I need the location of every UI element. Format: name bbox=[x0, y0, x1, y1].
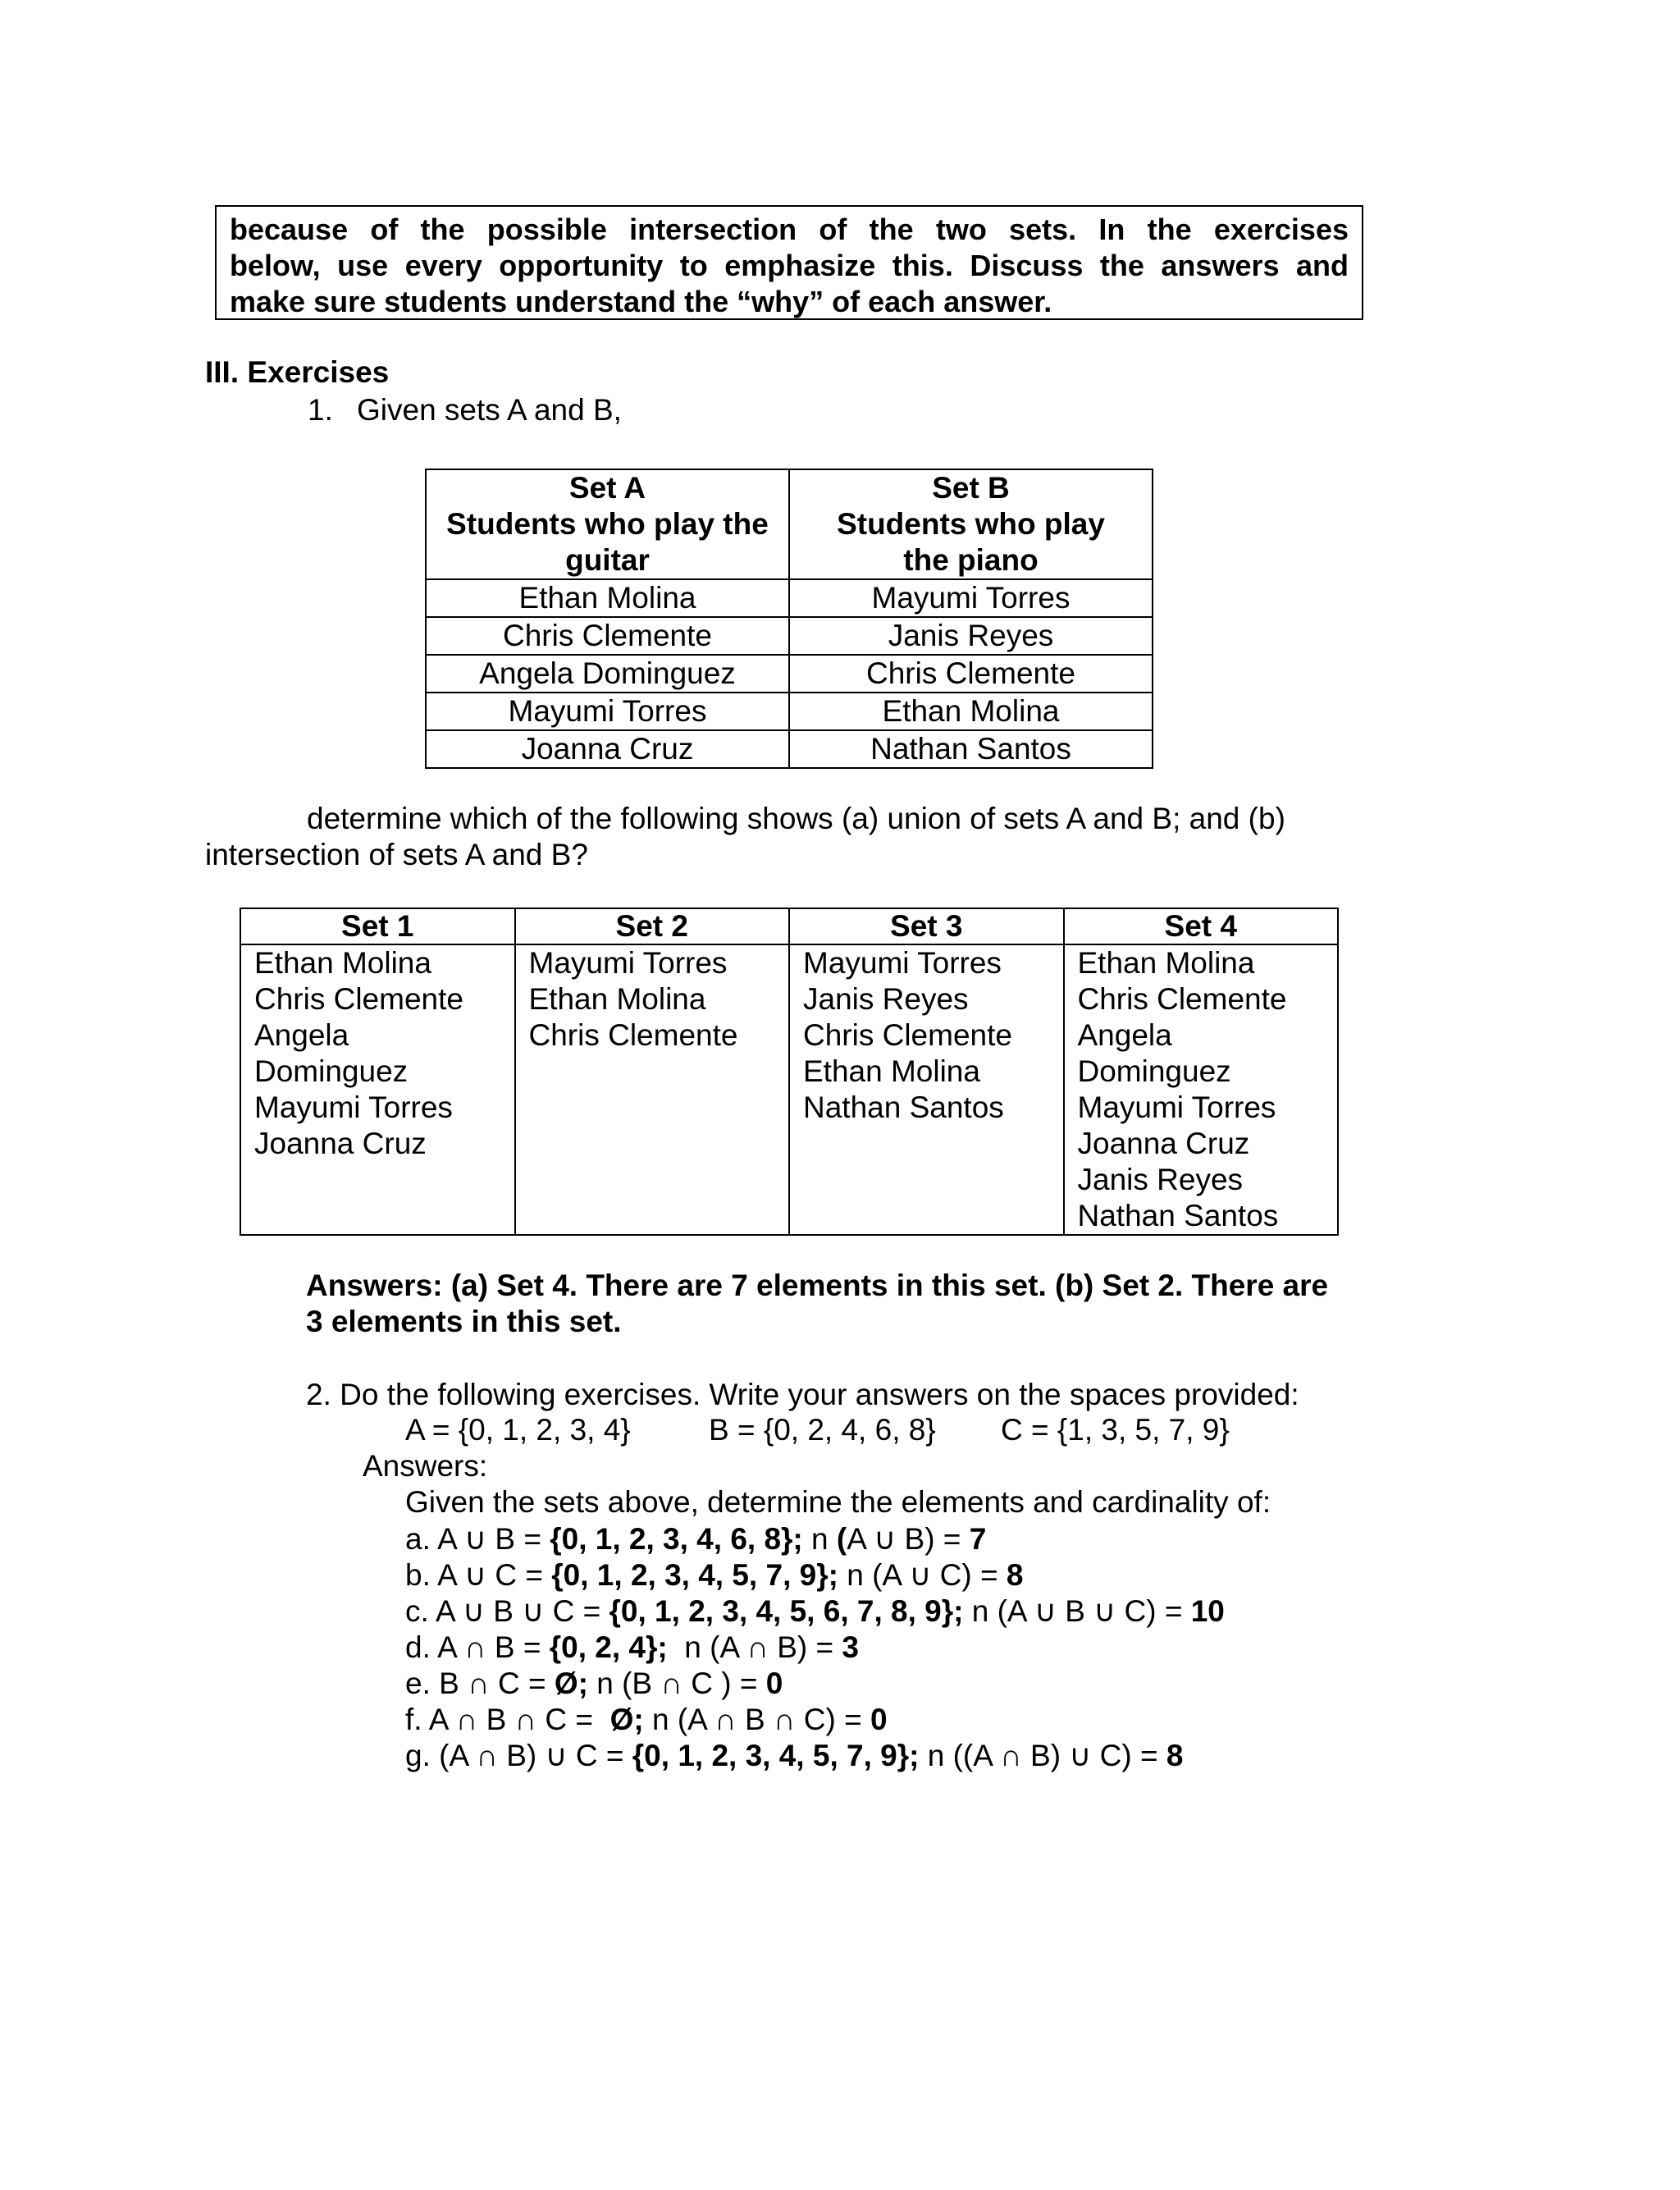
question-line: intersection of sets A and B? bbox=[205, 838, 588, 871]
set-4-header: Set 4 bbox=[1064, 908, 1339, 944]
exercise-number: 1. bbox=[308, 393, 333, 427]
answer-cardinality: 3 bbox=[842, 1630, 859, 1664]
list-item: Chris Clemente bbox=[528, 1018, 738, 1052]
answer-expression: f. A ∩ B ∩ C = bbox=[405, 1703, 610, 1736]
list-item: Chris Clemente bbox=[1077, 982, 1287, 1016]
list-item: Janis Reyes bbox=[1077, 1163, 1244, 1196]
answer-set: {0, 1, 2, 3, 4, 5, 7, 9}; bbox=[551, 1558, 838, 1592]
list-item: Nathan Santos bbox=[803, 1090, 1004, 1124]
set-1-header: Set 1 bbox=[240, 908, 515, 944]
table-cell: Chris Clemente bbox=[789, 655, 1153, 693]
answer-row-c bbox=[405, 1593, 1225, 1630]
list-item: Joanna Cruz bbox=[1077, 1127, 1250, 1160]
answer-expression: a. A ∪ B = bbox=[405, 1522, 550, 1556]
table-cell: Nathan Santos bbox=[789, 730, 1153, 768]
answer-cardinality-label: n bbox=[802, 1522, 837, 1556]
table-cell: Mayumi Torres bbox=[426, 693, 789, 730]
list-item: Dominguez bbox=[1077, 1054, 1231, 1088]
list-item: Angela bbox=[1077, 1018, 1172, 1052]
table-row bbox=[426, 617, 1153, 655]
list-item: Janis Reyes bbox=[803, 982, 969, 1016]
answer-row-a bbox=[405, 1521, 1225, 1557]
answer-paren: ( bbox=[836, 1522, 847, 1556]
answer-cardinality: 7 bbox=[969, 1522, 987, 1556]
answer-set: {0, 1, 2, 3, 4, 6, 8}; bbox=[550, 1522, 803, 1556]
set-3-items bbox=[789, 944, 1064, 1235]
answer-cardinality: 10 bbox=[1190, 1594, 1225, 1628]
set-a-title: Set A bbox=[568, 471, 646, 505]
answer-expression: e. B ∩ C = bbox=[405, 1667, 555, 1700]
table-row bbox=[426, 730, 1153, 768]
set-a-header bbox=[426, 469, 789, 579]
list-item: Dominguez bbox=[254, 1054, 409, 1088]
table-cell: Chris Clemente bbox=[426, 617, 789, 655]
list-item: Mayumi Torres bbox=[1077, 1090, 1276, 1124]
table-cell: Ethan Molina bbox=[426, 579, 789, 617]
answer-row-g bbox=[405, 1738, 1225, 1774]
table-cell: Janis Reyes bbox=[789, 617, 1153, 655]
question-line: determine which of the following shows (a) union of sets A and B; and (b) bbox=[307, 802, 1285, 835]
set-1-items bbox=[240, 944, 515, 1235]
answer-set: {0, 2, 4}; bbox=[549, 1630, 668, 1664]
answer-cardinality-expr: A ∪ B) = bbox=[847, 1522, 970, 1556]
answers-label: Answers: bbox=[363, 1449, 488, 1483]
table-cell: Ethan Molina bbox=[789, 693, 1153, 730]
table-row bbox=[426, 693, 1153, 730]
list-item: Ethan Molina bbox=[254, 946, 431, 980]
set-b-title: Set B bbox=[932, 471, 1010, 505]
answer-cardinality: 0 bbox=[765, 1667, 783, 1700]
answer-cardinality-label: n (B ∩ C ) = bbox=[587, 1667, 766, 1700]
answer-row-f bbox=[405, 1702, 1225, 1738]
answer-expression: c. A ∪ B ∪ C = bbox=[405, 1594, 609, 1628]
answer-set: {0, 1, 2, 3, 4, 5, 7, 9}; bbox=[632, 1739, 920, 1772]
set-4-items bbox=[1064, 944, 1339, 1235]
teacher-note-box bbox=[215, 205, 1363, 320]
answer-set: Ø; bbox=[609, 1703, 644, 1736]
list-item: Mayumi Torres bbox=[528, 946, 728, 980]
exercise-1-text: Given sets A and B, bbox=[357, 393, 622, 427]
sets-a-b-table bbox=[425, 469, 1153, 769]
answer-cardinality-label: n (A ∩ B) = bbox=[667, 1630, 842, 1664]
set-2-header: Set 2 bbox=[515, 908, 790, 944]
exercise-1-intro bbox=[308, 393, 622, 427]
exercise-1-question bbox=[205, 801, 1436, 873]
note-line: below, use every opportunity to emphasize this. Discuss the answers and bbox=[230, 249, 1349, 282]
candidate-sets-table bbox=[240, 908, 1339, 1236]
section-heading: III. Exercises bbox=[205, 355, 390, 389]
answer-expression: d. A ∩ B = bbox=[405, 1630, 550, 1664]
list-item: Ethan Molina bbox=[803, 1054, 980, 1088]
set-a-desc: Students who play the bbox=[446, 507, 769, 541]
answer-line: 3 elements in this set. bbox=[306, 1305, 622, 1338]
answer-cardinality-label: n (A ∩ B ∩ C) = bbox=[643, 1703, 870, 1736]
answer-line: Answers: (a) Set 4. There are 7 elements in this set. (b) Set 2. There are bbox=[306, 1269, 1329, 1302]
answer-row-d bbox=[405, 1630, 1225, 1666]
list-item: Angela bbox=[254, 1018, 349, 1052]
answer-cardinality-label: n (A ∪ C) = bbox=[838, 1558, 1007, 1592]
answer-set: Ø; bbox=[554, 1667, 588, 1700]
set-c-definition: C = {1, 3, 5, 7, 9} bbox=[1001, 1413, 1230, 1447]
table-row bbox=[426, 579, 1153, 617]
answer-cardinality-label: n ((A ∩ B) ∪ C) = bbox=[919, 1739, 1166, 1772]
answer-row-b bbox=[405, 1557, 1225, 1593]
answer-cardinality: 8 bbox=[1006, 1558, 1024, 1592]
list-item: Mayumi Torres bbox=[254, 1090, 453, 1124]
table-row bbox=[426, 655, 1153, 693]
answer-set: {0, 1, 2, 3, 4, 5, 6, 7, 8, 9}; bbox=[609, 1594, 964, 1628]
set-b-desc: Students who play bbox=[837, 507, 1105, 541]
given-sets-line bbox=[405, 1413, 1230, 1447]
table-cell: Angela Dominguez bbox=[426, 655, 789, 693]
set-b-definition: B = {0, 2, 4, 6, 8} bbox=[709, 1413, 936, 1447]
answer-cardinality: 8 bbox=[1166, 1739, 1184, 1772]
note-line: make sure students understand the “why” of each answer. bbox=[230, 285, 1052, 318]
list-item: Chris Clemente bbox=[254, 982, 463, 1016]
set-b-header bbox=[789, 469, 1153, 579]
exercise-1-answers bbox=[306, 1268, 1372, 1340]
set-2-items bbox=[515, 944, 790, 1235]
list-item: Chris Clemente bbox=[803, 1018, 1012, 1052]
list-item: Ethan Molina bbox=[1077, 946, 1255, 980]
answer-expression: g. (A ∩ B) ∪ C = bbox=[405, 1739, 632, 1772]
answer-cardinality: 0 bbox=[870, 1703, 888, 1736]
answer-row-e bbox=[405, 1666, 1225, 1702]
list-item: Joanna Cruz bbox=[254, 1127, 427, 1160]
set-b-desc: the piano bbox=[903, 543, 1039, 577]
set-a-definition: A = {0, 1, 2, 3, 4} bbox=[405, 1413, 631, 1447]
set-a-desc: guitar bbox=[565, 543, 650, 577]
exercise-2-intro: 2. Do the following exercises. Write your answers on the spaces provided: bbox=[306, 1378, 1299, 1411]
answer-list bbox=[405, 1521, 1225, 1774]
given-instruction: Given the sets above, determine the elements and cardinality of: bbox=[405, 1485, 1271, 1519]
answer-cardinality-label: n (A ∪ B ∪ C) = bbox=[963, 1594, 1191, 1628]
list-item: Mayumi Torres bbox=[803, 946, 1002, 980]
table-cell: Joanna Cruz bbox=[426, 730, 789, 768]
table-cell: Mayumi Torres bbox=[789, 579, 1153, 617]
set-3-header: Set 3 bbox=[789, 908, 1064, 944]
list-item: Ethan Molina bbox=[528, 982, 706, 1016]
note-line: because of the possible intersection of the two sets. In the exercises bbox=[230, 213, 1349, 246]
answer-expression: b. A ∪ C = bbox=[405, 1558, 552, 1592]
list-item: Nathan Santos bbox=[1077, 1199, 1279, 1232]
